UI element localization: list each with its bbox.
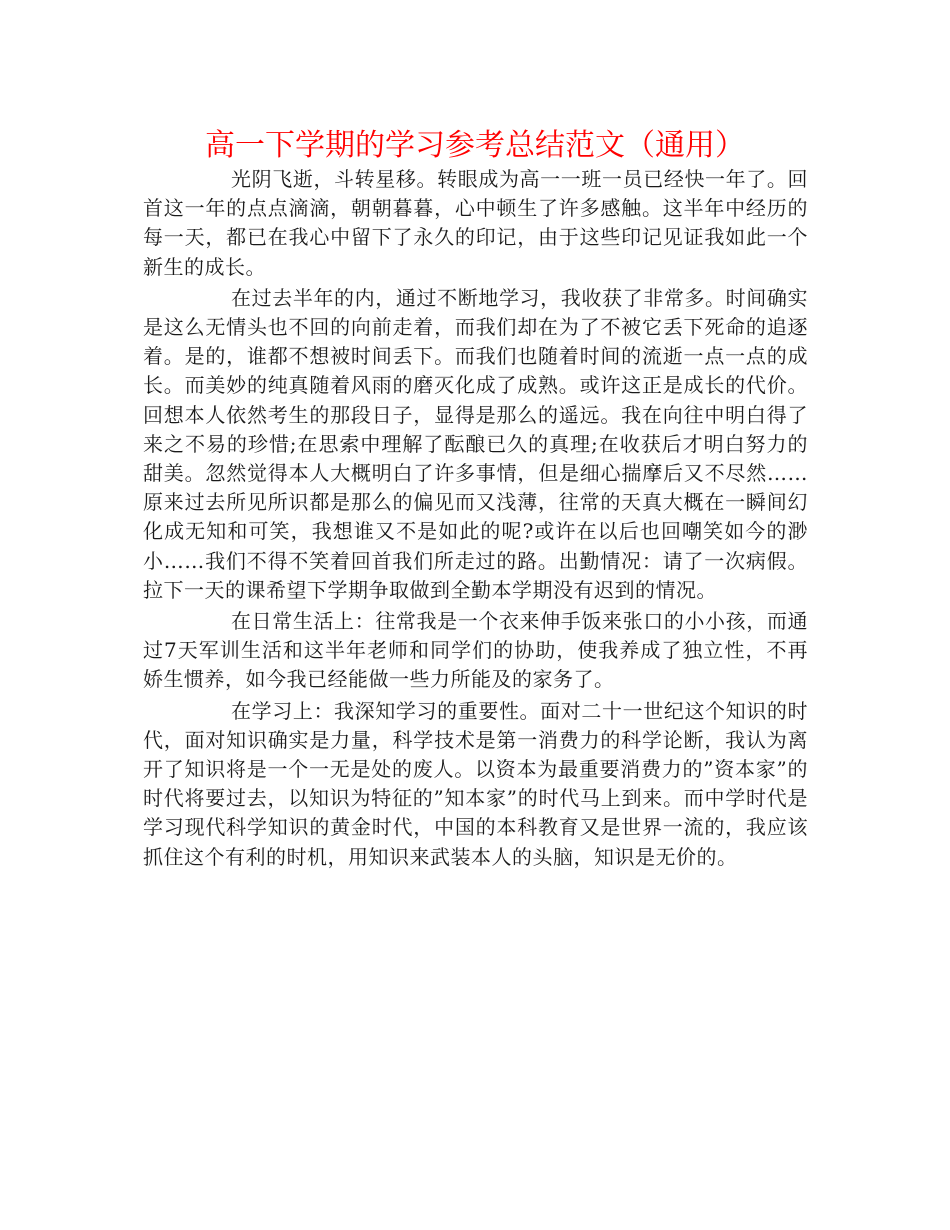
paragraph-intro: 光阴飞逝，斗转星移。转眼成为高一一班一员已经快一年了。回首这一年的点点滴滴，朝朝暮暮，心中顿生了许多感触。这半年中经历的每一天，都已在我心中留下了永久的印记，由于这些印记见证我如此一个新生的成长。: [143, 167, 808, 279]
paragraph-growth: 在过去半年的内，通过不断地学习，我收获了非常多。时间确实是这么无情头也不回的向前走着，而我们却在为了不被它丢下死命的追逐着。是的，谁都不想被时间丢下。而我们也随着时间的流逝一点一点的成长。而美妙的纯真随着风雨的磨灭化成了成熟。或许这正是成长的代价。回想本人依然考生的那段日子，显得是那么的遥远。我在向往中明白得了来之不易的珍惜;在思索中理解了酝酿已久的真理;在收获后才明白努力的甜美。忽然觉得本人大概明白了许多事情，但是细心揣摩后又不尽然……原来过去所见所识都是那么的偏见而又浅薄，往常的天真大概在一瞬间幻化成无知和可笑，我想谁又不是如此的呢?或许在以后也回嘲笑如今的渺小……我们不得不笑着回首我们所走过的路。出勤情况：请了一次病假。拉下一天的课希望下学期争取做到全勤本学期没有迟到的情况。: [143, 285, 808, 602]
document-title: 高一下学期的学习参考总结范文（通用）: [205, 128, 745, 163]
document-body: [143, 165, 808, 874]
paragraph-study: 在学习上：我深知学习的重要性。面对二十一世纪这个知识的时代，面对知识确实是力量，科学技术是第一消费力的科学论断，我认为离开了知识将是一个一无是处的废人。以资本为最重要消费力的”资本家”的时代将要过去，以知识为特征的”知本家”的时代马上到来。而中学时代是学习现代科学知识的黄金时代，中国的本科教育又是世界一流的，我应该抓住这个有利的时机，用知识来武装本人的头脑，知识是无价的。: [143, 698, 808, 869]
paragraph-daily-life: 在日常生活上：往常我是一个衣来伸手饭来张口的小小孩，而通过7天军训生活和这半年老师和同学们的协助，使我养成了独立性，不再娇生惯养，如今我已经能做一些力所能及的家务了。: [143, 609, 808, 692]
